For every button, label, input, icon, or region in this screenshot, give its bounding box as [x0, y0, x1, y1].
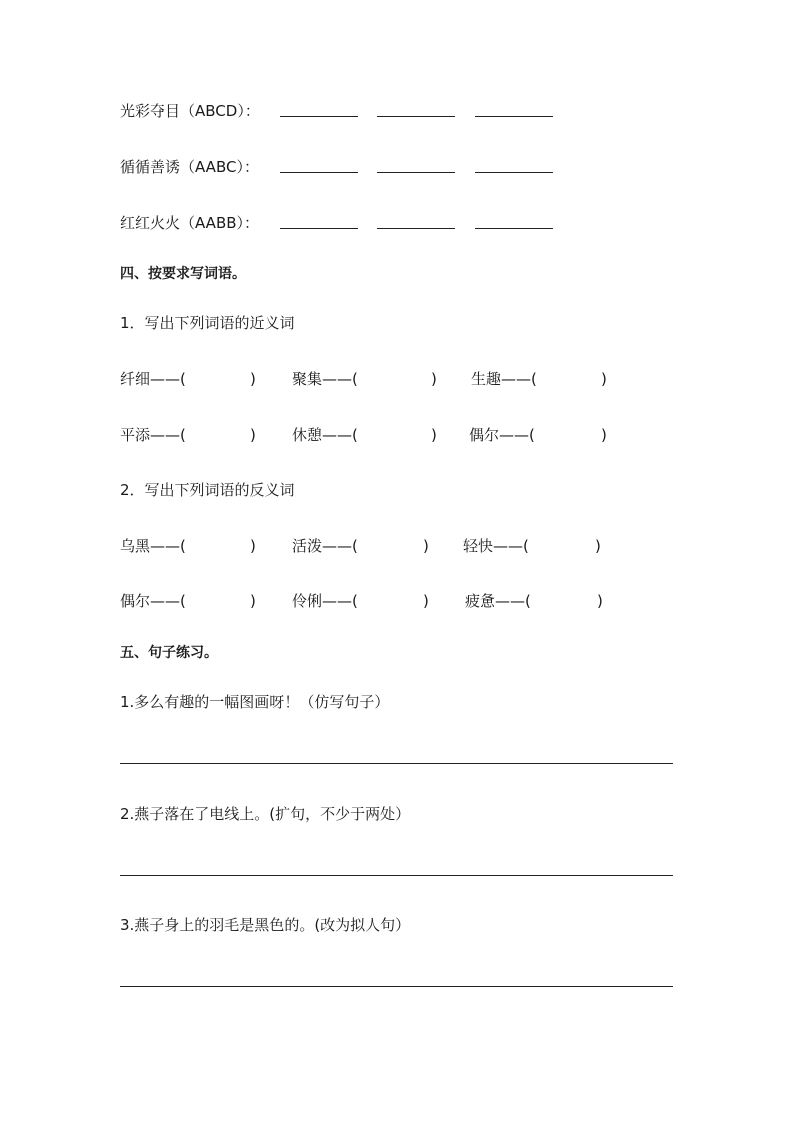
- close-paren: ): [601, 370, 607, 388]
- antonym-word-6: 疲惫——(: [465, 592, 531, 610]
- sentence-prompt-2: 2.燕子落在了电线上。(扩句，不少于两处）: [120, 805, 411, 823]
- close-paren: ): [431, 426, 437, 444]
- antonym-word-2: 活泼——(: [292, 537, 358, 555]
- idiom-label-3: 红红火火（AABB）：: [120, 214, 260, 232]
- synonym-word-5: 休憩——(: [292, 426, 358, 444]
- idiom-2-blank-3[interactable]: [475, 172, 553, 173]
- synonym-word-2: 聚集——(: [292, 370, 358, 388]
- synonym-word-1: 纤细——(: [120, 370, 186, 388]
- close-paren: ): [597, 592, 603, 610]
- idiom-2-blank-2[interactable]: [377, 172, 455, 173]
- close-paren: ): [423, 537, 429, 555]
- answer-line-1[interactable]: [120, 763, 673, 764]
- close-paren: ): [250, 592, 256, 610]
- idiom-label-1: 光彩夺目（ABCD）：: [120, 102, 260, 120]
- section-5-heading: 五、句子练习。: [120, 645, 218, 661]
- idiom-3-blank-3[interactable]: [475, 228, 553, 229]
- close-paren: ): [601, 426, 607, 444]
- idiom-3-blank-1[interactable]: [280, 228, 358, 229]
- idiom-2-blank-1[interactable]: [280, 172, 358, 173]
- close-paren: ): [595, 537, 601, 555]
- sentence-prompt-1: 1.多么有趣的一幅图画呀！（仿写句子）: [120, 693, 390, 711]
- close-paren: ): [250, 537, 256, 555]
- synonym-word-3: 生趣——(: [471, 370, 537, 388]
- idiom-label-2: 循循善诱（AABC）：: [120, 158, 259, 176]
- antonym-word-3: 轻快——(: [463, 537, 529, 555]
- idiom-1-blank-1[interactable]: [280, 116, 358, 117]
- synonym-word-6: 偶尔——(: [469, 426, 535, 444]
- synonym-word-4: 平添——(: [120, 426, 186, 444]
- answer-line-2[interactable]: [120, 875, 673, 876]
- section-4-heading: 四、按要求写词语。: [120, 266, 246, 282]
- idiom-3-blank-2[interactable]: [377, 228, 455, 229]
- antonym-instructions: 2．写出下列词语的反义词: [120, 481, 295, 499]
- answer-line-3[interactable]: [120, 986, 673, 987]
- close-paren: ): [250, 426, 256, 444]
- antonym-word-1: 乌黑——(: [120, 537, 186, 555]
- sentence-prompt-3: 3.燕子身上的羽毛是黑色的。(改为拟人句）: [120, 916, 411, 934]
- close-paren: ): [423, 592, 429, 610]
- antonym-word-5: 伶俐——(: [292, 592, 358, 610]
- idiom-1-blank-2[interactable]: [377, 116, 455, 117]
- antonym-word-4: 偶尔——(: [120, 592, 186, 610]
- close-paren: ): [250, 370, 256, 388]
- idiom-1-blank-3[interactable]: [475, 116, 553, 117]
- close-paren: ): [431, 370, 437, 388]
- synonym-instructions: 1．写出下列词语的近义词: [120, 314, 295, 332]
